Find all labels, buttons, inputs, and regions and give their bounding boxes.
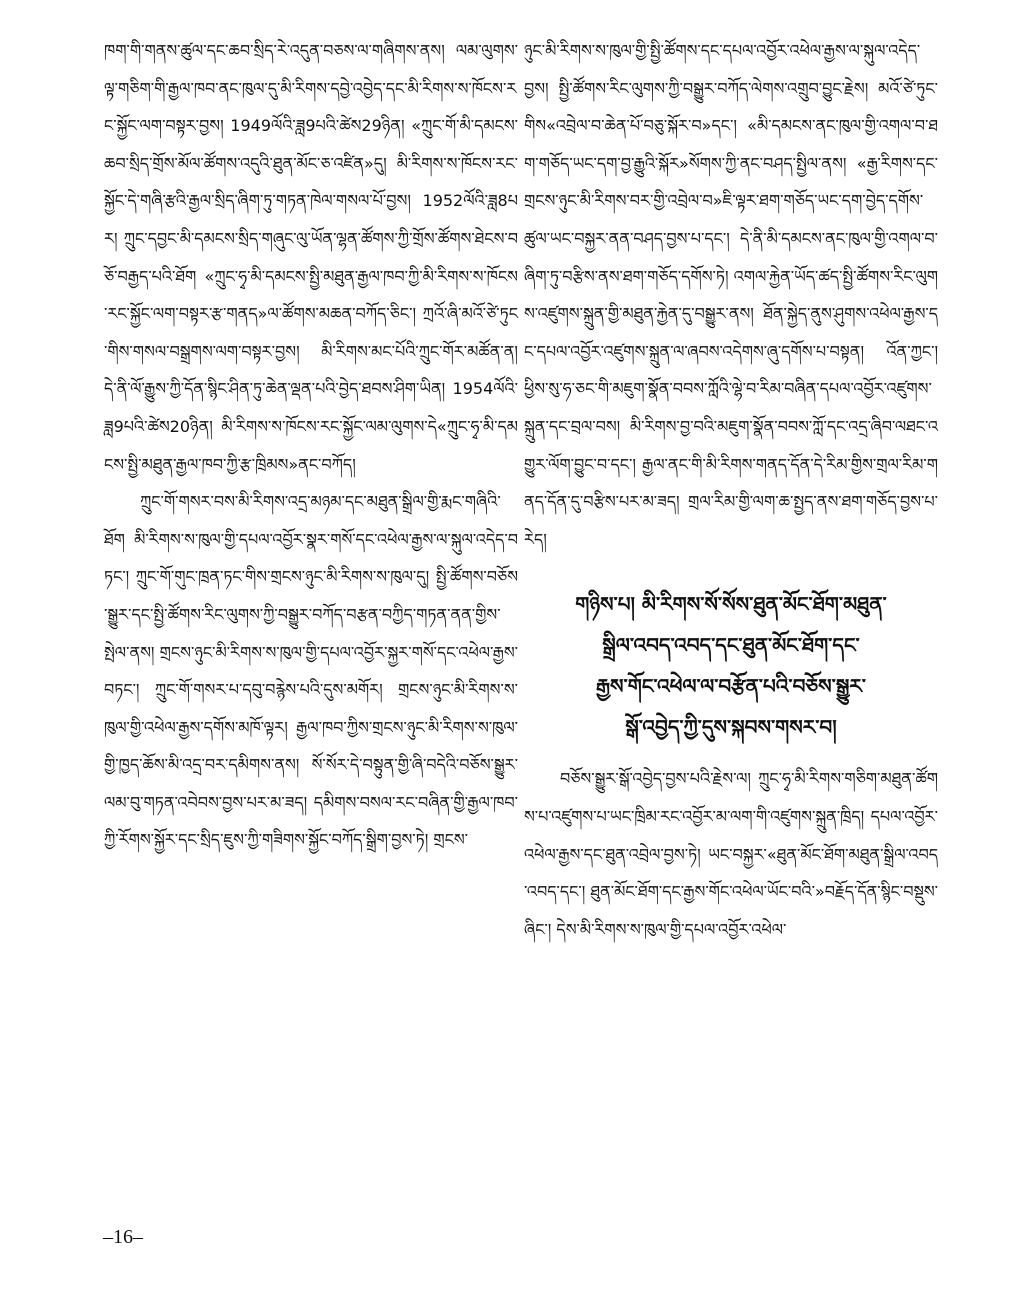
left-column	[104, 32, 518, 859]
section-heading	[524, 584, 938, 748]
right-paragraph-1: ཉུང་མི་རིགས་ས་ཁུལ་གྱི་སྤྱི་ཚོགས་དང་དཔལ་འབྱོར་འཕེལ་རྒྱས་ལ་སྐུལ་འདེད་བྱས། སྤྱི་ཚོགས་རིང་ལུགས་ཀྱི་བསྒྱུར་བཀོད་ལེགས་འགྲུབ་བྱུང་རྗེས། མའོ་ཙེ་ཏུང་གིས«འབྲེལ་བ་ཆེན་པོ་བཅུ་སྐོར་བ»དང་། «མི་དམངས་ནང་ཁུལ་གྱི་འགལ་བ་ཐག་གཅོད་ཡང་དག་བྱ་རྒྱུའི་སྐོར»སོགས་ཀྱི་ནང་བཤད་སྤྱིལ་ནས། «རྒྱ་རིགས་དང་གྲངས་ཉུང་མི་རིགས་བར་གྱི་འབྲེལ་བ»ཇི་ལྟར་ཐག་གཅོད་ཡང་དག་བྱེད་དགོས་ཚུལ་ཡང་བསྐྱར་ནན་བཤད་བྱས་པ་དང་། དེ་ནི་མི་དམངས་ནང་ཁུལ་གྱི་འགལ་བ་ཞིག་ཏུ་བརྩིས་ནས་ཐག་གཅོད་དགོས་ཏེ། འགལ་རྐྱེན་ཡོད་ཚད་སྤྱི་ཚོགས་རིང་ལུགས་འཛུགས་སྐྲུན་གྱི་མཐུན་རྐྱེན་དུ་བསྒྱུར་ནས། ཐོན་སྐྱེད་ནུས་ཤུགས་འཕེལ་རྒྱས་དང་དཔལ་འབྱོར་འཛུགས་སྐྲུན་ལ་ཞབས་འདེགས་ཞུ་དགོས་པ་བསྟན། འོན་ཀྱང་། ཕྱིས་སུ་ཧ་ཅང་གི་མཇུག་སྣོན་བབས་ཀློའི་ལྷེ་བ་རིམ་བཞིན་དཔལ་འབྱོར་འཛུགས་སྐྲུན་དང་བྲལ་བས། མི་རིགས་བྱ་བའི་མཇུག་སྣོན་བབས་ཀློ་དང་འདྲ་ཞིབ་ལཐང་འགྱུར་ལོག་བྱུང་བ་དང་། རྒྱལ་ནང་གི་མི་རིགས་གནད་དོན་དེ་རིམ་གྱིས་གྲལ་རིམ་གནད་དོན་དུ་བརྩིས་པར་མ་ཟད། གྲལ་རིམ་གྱི་ལག་ཆ་སྤྱད་ནས་ཐག་གཅོད་བྱས་པ་རེད།	[524, 41, 938, 549]
section-heading-line-4: སྒོ་འབྱེད་ཀྱི་དུས་སྐབས་གསར་བ།	[625, 715, 837, 740]
section-heading-line-2: སྒྲིལ་འབད་འབད་དང་ཐུན་མོང་ཐོག་དང་	[602, 633, 860, 658]
right-paragraph-2: བཅོས་སྒྱུར་སྒོ་འབྱེད་བྱས་པའི་རྗེས་ལ། ཀྲུང་ཧྭ་མི་རིགས་གཅིག་མཐུན་ཚོགས་པ་འཛུགས་པ་ཡང་ཁྲིམ་རང་འབྱོར་མ་ལག་གི་འཛུགས་སྐྲུན་ཁྲིད། དཔལ་འབྱོར་འཕེལ་རྒྱས་དང་ཐུན་འབྲེལ་བྱས་ཏེ། ཡང་བསྐྱར་«ཐུན་མོང་ཐོག་མཐུན་སྒྲིལ་འབད་འབད་དང་། ཐུན་མོང་ཐོག་དང་རྒྱས་གོང་འཕེལ་ཡོང་བའི་»བརྗོད་དོན་སྙིང་བསྡུས་ཞིང་། དེས་མི་རིགས་ས་ཁུལ་གྱི་དཔལ་འབྱོར་འཕེལ་	[524, 769, 938, 939]
page-number: –16–	[103, 1226, 143, 1248]
left-paragraph-2: ཀྲུང་གོ་གསར་བས་མི་རིགས་འདྲ་མཉམ་དང་མཐུན་སྒྲིལ་གྱི་རྨང་གཞིའི་ཐོག མི་རིགས་ས་ཁུལ་གྱི་དཔལ་འབྱོར་སྣར་གསོ་དང་འཕེལ་རྒྱས་ལ་སྐུལ་འདེད་བཏང་། ཀྲུང་གོ་གུང་ཁྲན་ཏང་གིས་གྲངས་ཉུང་མི་རིགས་ས་ཁུལ་དུ། སྤྱི་ཚོགས་བཅོས་སྒྱུར་དང་སྤྱི་ཚོགས་རིང་ལུགས་ཀྱི་བསྒྱུར་བཀོད་བརྩན་བཀྱིད་གཏན་ནན་གྱིས་སྤེལ་ནས། གྲངས་ཉུང་མི་རིགས་ས་ཁུལ་གྱི་དཔལ་འབྱོར་སྐྱར་གསོ་དང་འཕེལ་རྒྱས་བཏང་། ཀྲུང་གོ་གསར་པ་དབུ་བརྙེས་པའི་དུས་མགོར། གྲངས་ཉུང་མི་རིགས་ས་ཁུལ་གྱི་འཕེལ་རྒྱས་དགོས་མཁོ་ལྟར། རྒྱལ་ཁབ་ཀྱིས་གྲངས་ཉུང་མི་རིགས་ས་ཁུལ་གྱི་ཁྱད་ཆོས་མི་འདྲ་བར་དམིགས་ནས། སོ་སོར་དེ་བསྟུན་གྱི་ཞི་བདེའི་བཅོས་སྒྱུར་ལམ་བུ་གཏན་འབེབས་བྱས་པར་མ་ཟད། དམིགས་བསལ་རང་བཞིན་གྱི་རྒྱལ་ཁབ་ཀྱི་རོགས་སྐྱོར་དང་སྲིད་ཇུས་ཀྱི་གཟིགས་སྐྱོང་བཀོད་སྒྲིག་བྱས་ཏེ། གྲངས་	[104, 492, 518, 850]
section-heading-line-3: རྒྱས་གོང་འཕེལ་ལ་བརྩོན་པའི་བཅོས་སྒྱུར་	[595, 674, 867, 699]
section-heading-line-1: གཉིས་པ། མི་རིགས་སོ་སོས་ཐུན་མོང་ཐོག་མཐུན་	[575, 592, 887, 617]
left-paragraph-1: ཁག་གི་གནས་ཚུལ་དང་ཆབ་སྲིད་རེ་འདུན་བཅས་ལ་གཞིགས་ནས། ལམ་ལུགས་ལྟ་གཅིག་གི་རྒྱལ་ཁབ་ནང་ཁུལ་དུ་མི་རིགས་དབྱེ་འབྱེད་དང་མི་རིགས་ས་ཁོངས་རང་སྐྱོང་ལག་བསྟར་བྱས། 1949ལོའི་ཟླ9པའི་ཚེས29ཉིན། «ཀྲུང་གོ་མི་དམངས་ཆབ་སྲིད་གྲོས་མོལ་ཚོགས་འདུའི་ཐུན་མོང་ཅ་འཛིན»དུ། མི་རིགས་ས་ཁོངས་རང་སྐྱོང་དེ་གཞི་རྩའི་རྒྱལ་སྲིད་ཞིག་ཏུ་གཏན་ཁེལ་གསལ་པོ་བྱས། 1952ལོའི་ཟླ8པར། ཀྲུང་དབྱང་མི་དམངས་སྲིད་གཞུང་ལུ་ཡོན་ལྷན་ཚོགས་ཀྱི་གྲོས་ཚོགས་ཐེངས་བཅོ་བརྒྱད་པའི་ཐོག «ཀྲུང་ཧྭ་མི་དམངས་སྤྱི་མཐུན་རྒྱལ་ཁབ་ཀྱི་མི་རིགས་ས་ཁོངས་རང་སྐྱོང་ལག་བསྟར་རྩ་གནད»ལ་ཚོགས་མཆན་བཀོད་ཅིང་། ཀྲའོ་ཞི་མའོ་ཙེ་ཏུང་གིས་གསལ་བསྒྲགས་ལག་བསྟར་བྱས། མི་རིགས་མང་པོའི་ཀྲུང་གོར་མཚོན་ན། དེ་ནི་ལོ་རྒྱུས་ཀྱི་དོན་སྙིང་ཤིན་ཏུ་ཆེན་ལྡན་པའི་བྱེད་ཐབས་ཤིག་ཡིན། 1954ལོའི་ཟླ9པའི་ཚེས20ཉིན། མི་རིགས་ས་ཁོངས་རང་སྐྱོང་ལམ་ལུགས་དེ«ཀྲུང་ཧྭ་མི་དམངས་སྤྱི་མཐུན་རྒྱལ་ཁབ་ཀྱི་རྩ་ཁྲིམས»ནང་བཀོད།	[104, 41, 518, 474]
right-column	[524, 32, 938, 948]
